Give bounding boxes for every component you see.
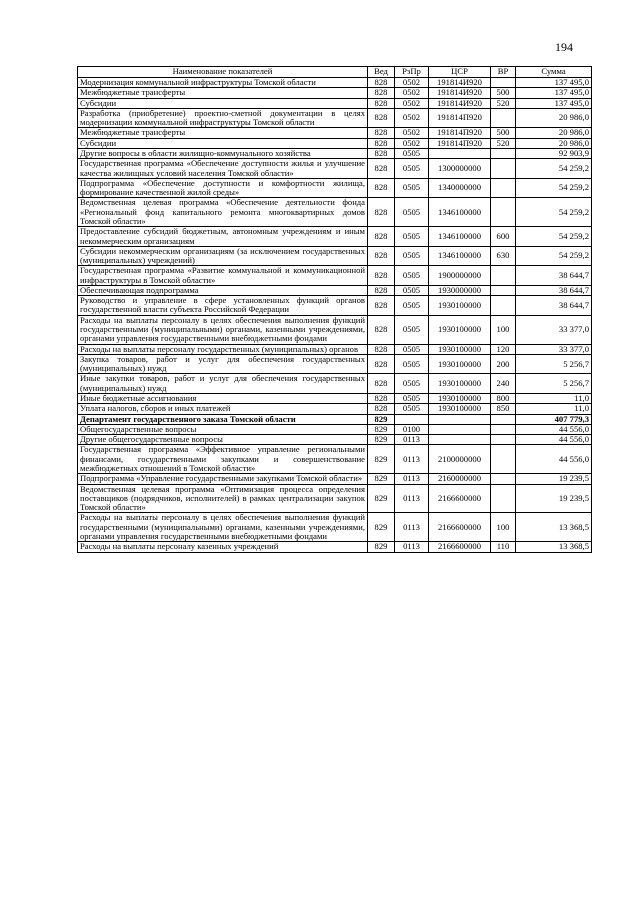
cell-csr: 1930100000 [429, 404, 491, 414]
cell-vr: 100 [491, 513, 516, 542]
table-row [78, 542, 592, 552]
cell-csr: 2100000000 [429, 445, 491, 474]
cell-ved: 828 [368, 315, 395, 344]
cell-ved: 829 [368, 474, 395, 484]
cell-sum: 44 556,0 [516, 445, 592, 474]
table-row [78, 445, 592, 474]
header-sum: Сумма [516, 67, 592, 78]
cell-ved: 828 [368, 78, 395, 88]
cell-csr: 191814П920 [429, 128, 491, 138]
cell-sum: 54 259,2 [516, 246, 592, 266]
cell-sum: 20 986,0 [516, 108, 592, 128]
cell-ved: 828 [368, 246, 395, 266]
cell-csr: 2166600000 [429, 484, 491, 513]
budget-table [77, 66, 592, 553]
cell-vr [491, 159, 516, 179]
cell-csr: 1346100000 [429, 246, 491, 266]
cell-rzpr: 0505 [395, 285, 429, 295]
cell-ved: 829 [368, 435, 395, 445]
cell-rzpr: 0505 [395, 394, 429, 404]
header-csr: ЦСР [429, 67, 491, 78]
cell-rzpr: 0113 [395, 474, 429, 484]
cell-sum: 137 495,0 [516, 88, 592, 98]
cell-sum: 20 986,0 [516, 128, 592, 138]
cell-vr: 500 [491, 88, 516, 98]
cell-vr [491, 414, 516, 424]
cell-name: Субсидии некоммерческим организациям (за исключением государственных (муниципальных) учреждений) [78, 246, 368, 266]
cell-vr [491, 178, 516, 198]
cell-vr [491, 108, 516, 128]
cell-ved: 828 [368, 148, 395, 158]
header-ved: Вед [368, 67, 395, 78]
cell-ved: 828 [368, 266, 395, 286]
cell-name: Ведомственная целевая программа «Оптимизация процесса определения поставщиков (подрядчиков, исполнителей) в рамках централизации закупок Томской области» [78, 484, 368, 513]
cell-ved: 828 [368, 285, 395, 295]
cell-name: Расходы на выплаты персоналу в целях обеспечения выполнения функций государственными (муниципальными) органами, казенными учреждениями, органами управления государственными внебюджетными фондами [78, 315, 368, 344]
cell-sum: 44 556,0 [516, 424, 592, 434]
cell-name: Руководство и управление в сфере установленных функций органов государственной власти субъекта Российской Федерации [78, 296, 368, 316]
table-row [78, 404, 592, 414]
cell-sum: 137 495,0 [516, 78, 592, 88]
cell-rzpr: 0505 [395, 246, 429, 266]
table-row [78, 266, 592, 286]
cell-vr [491, 474, 516, 484]
table-row [78, 178, 592, 198]
cell-ved: 829 [368, 424, 395, 434]
cell-name: Государственная программа «Развитие коммунальной и коммуникационной инфраструктуры в Томской области» [78, 266, 368, 286]
cell-csr: 1900000000 [429, 266, 491, 286]
table-row [78, 148, 592, 158]
table-row [78, 296, 592, 316]
cell-sum: 33 377,0 [516, 344, 592, 354]
cell-csr: 1930100000 [429, 354, 491, 374]
cell-name: Обеспечивающая подпрограмма [78, 285, 368, 295]
cell-rzpr: 0505 [395, 198, 429, 227]
cell-vr: 100 [491, 315, 516, 344]
cell-csr: 191814П920 [429, 108, 491, 128]
cell-sum: 11,0 [516, 394, 592, 404]
table-row [78, 394, 592, 404]
cell-sum: 407 779,3 [516, 414, 592, 424]
cell-rzpr: 0505 [395, 315, 429, 344]
cell-rzpr: 0505 [395, 266, 429, 286]
cell-ved: 828 [368, 128, 395, 138]
cell-csr: 1346100000 [429, 198, 491, 227]
cell-vr: 240 [491, 374, 516, 394]
cell-name: Расходы на выплаты персоналу в целях обеспечения выполнения функций государственными (муниципальными) органами, казенными учреждениями, органами управления государственными внебюджетными фондами [78, 513, 368, 542]
table-row [78, 414, 592, 424]
cell-rzpr: 0502 [395, 128, 429, 138]
cell-rzpr: 0113 [395, 445, 429, 474]
cell-csr: 191814И920 [429, 78, 491, 88]
table-row [78, 374, 592, 394]
cell-name: Подпрограмма «Управление государственными закупками Томской области» [78, 474, 368, 484]
table-body [78, 78, 592, 553]
cell-vr: 630 [491, 246, 516, 266]
cell-vr: 120 [491, 344, 516, 354]
cell-sum: 92 903,9 [516, 148, 592, 158]
table-row [78, 344, 592, 354]
header-vr: ВР [491, 67, 516, 78]
cell-csr [429, 148, 491, 158]
table-header-row [78, 67, 592, 78]
cell-ved: 828 [368, 404, 395, 414]
table-row [78, 484, 592, 513]
cell-ved: 828 [368, 344, 395, 354]
cell-ved: 828 [368, 138, 395, 148]
cell-sum: 13 368,5 [516, 542, 592, 552]
cell-csr: 1930100000 [429, 315, 491, 344]
header-rzpr: РзПр [395, 67, 429, 78]
cell-csr: 1930100000 [429, 394, 491, 404]
header-name: Наименование показателей [78, 67, 368, 78]
cell-name: Иные закупки товаров, работ и услуг для обеспечения государственных (муниципальных) нужд [78, 374, 368, 394]
cell-rzpr: 0505 [395, 404, 429, 414]
cell-name: Закупка товаров, работ и услуг для обеспечения государственных (муниципальных) нужд [78, 354, 368, 374]
cell-name: Разработка (приобретение) проектно-сметной документации в целях модернизации коммунальной инфраструктуры Томской области [78, 108, 368, 128]
cell-name: Межбюджетные трансферты [78, 88, 368, 98]
cell-name: Другие общегосударственные вопросы [78, 435, 368, 445]
cell-rzpr: 0502 [395, 98, 429, 108]
cell-rzpr: 0505 [395, 374, 429, 394]
cell-rzpr: 0505 [395, 178, 429, 198]
cell-csr: 1340000000 [429, 178, 491, 198]
cell-csr: 191814П920 [429, 138, 491, 148]
cell-vr: 200 [491, 354, 516, 374]
cell-name: Другие вопросы в области жилищно-коммунального хозяйства [78, 148, 368, 158]
cell-sum: 19 239,5 [516, 474, 592, 484]
cell-ved: 829 [368, 513, 395, 542]
cell-sum: 38 644,7 [516, 266, 592, 286]
cell-vr [491, 285, 516, 295]
table-row [78, 138, 592, 148]
table-row [78, 315, 592, 344]
cell-csr: 1930100000 [429, 296, 491, 316]
cell-rzpr: 0505 [395, 344, 429, 354]
cell-csr [429, 414, 491, 424]
cell-rzpr: 0502 [395, 108, 429, 128]
cell-csr: 191814И920 [429, 88, 491, 98]
cell-sum: 54 259,2 [516, 178, 592, 198]
cell-sum: 54 259,2 [516, 227, 592, 247]
cell-name: Ведомственная целевая программа «Обеспечение деятельности фонда «Региональный фонд капитального ремонта многоквартирных домов Томской области» [78, 198, 368, 227]
cell-vr [491, 78, 516, 88]
cell-rzpr: 0113 [395, 513, 429, 542]
cell-name: Субсидии [78, 138, 368, 148]
cell-ved: 829 [368, 484, 395, 513]
cell-vr [491, 266, 516, 286]
cell-rzpr: 0505 [395, 354, 429, 374]
cell-vr [491, 198, 516, 227]
cell-rzpr: 0502 [395, 78, 429, 88]
cell-name: Государственная программа «Обеспечение доступности жилья и улучшение качества жилищных условий населения Томской области» [78, 159, 368, 179]
cell-sum: 33 377,0 [516, 315, 592, 344]
table-row [78, 88, 592, 98]
table-row [78, 285, 592, 295]
cell-sum: 38 644,7 [516, 296, 592, 316]
cell-csr: 1930100000 [429, 374, 491, 394]
cell-vr: 110 [491, 542, 516, 552]
cell-vr [491, 445, 516, 474]
cell-rzpr: 0505 [395, 148, 429, 158]
cell-name: Иные бюджетные ассигнования [78, 394, 368, 404]
cell-ved: 828 [368, 394, 395, 404]
cell-vr: 800 [491, 394, 516, 404]
cell-rzpr: 0113 [395, 542, 429, 552]
cell-name: Модернизация коммунальной инфраструктуры Томской области [78, 78, 368, 88]
cell-ved: 829 [368, 445, 395, 474]
cell-ved: 829 [368, 542, 395, 552]
cell-rzpr: 0100 [395, 424, 429, 434]
table-row [78, 354, 592, 374]
cell-sum: 54 259,2 [516, 198, 592, 227]
cell-sum: 5 256,7 [516, 374, 592, 394]
cell-name: Межбюджетные трансферты [78, 128, 368, 138]
cell-name: Предоставление субсидий бюджетным, автономным учреждениям и иным некоммерческим организациям [78, 227, 368, 247]
cell-ved: 828 [368, 198, 395, 227]
cell-sum: 137 495,0 [516, 98, 592, 108]
cell-csr: 1300000000 [429, 159, 491, 179]
cell-csr [429, 435, 491, 445]
cell-ved: 828 [368, 354, 395, 374]
table-row [78, 435, 592, 445]
cell-csr [429, 424, 491, 434]
cell-ved: 828 [368, 108, 395, 128]
table-row [78, 108, 592, 128]
cell-csr: 2166600000 [429, 542, 491, 552]
cell-vr: 520 [491, 138, 516, 148]
table-row [78, 246, 592, 266]
cell-ved: 828 [368, 178, 395, 198]
cell-rzpr: 0502 [395, 138, 429, 148]
cell-csr: 1346100000 [429, 227, 491, 247]
cell-ved: 828 [368, 159, 395, 179]
cell-vr: 500 [491, 128, 516, 138]
cell-name: Общегосударственные вопросы [78, 424, 368, 434]
cell-sum: 5 256,7 [516, 354, 592, 374]
table-row [78, 474, 592, 484]
cell-ved: 829 [368, 414, 395, 424]
cell-rzpr: 0505 [395, 159, 429, 179]
cell-rzpr [395, 414, 429, 424]
cell-vr: 850 [491, 404, 516, 414]
cell-name: Департамент государственного заказа Томской области [78, 414, 368, 424]
cell-ved: 828 [368, 88, 395, 98]
cell-name: Расходы на выплаты персоналу государственных (муниципальных) органов [78, 344, 368, 354]
cell-ved: 828 [368, 227, 395, 247]
cell-name: Расходы на выплаты персоналу казенных учреждений [78, 542, 368, 552]
table-row [78, 227, 592, 247]
table-row [78, 98, 592, 108]
cell-vr [491, 148, 516, 158]
table-row [78, 128, 592, 138]
table-row [78, 198, 592, 227]
cell-sum: 54 259,2 [516, 159, 592, 179]
cell-sum: 13 368,5 [516, 513, 592, 542]
table-row [78, 159, 592, 179]
cell-sum: 20 986,0 [516, 138, 592, 148]
cell-name: Государственная программа «Эффективное управление региональными финансами, государственными закупками и совершенствование межбюджетных отношений в Томской области» [78, 445, 368, 474]
cell-vr [491, 435, 516, 445]
cell-ved: 828 [368, 374, 395, 394]
cell-rzpr: 0113 [395, 484, 429, 513]
page-number: 194 [555, 40, 573, 54]
table-row [78, 78, 592, 88]
cell-csr: 2166600000 [429, 513, 491, 542]
cell-rzpr: 0505 [395, 227, 429, 247]
cell-sum: 44 556,0 [516, 435, 592, 445]
cell-vr [491, 424, 516, 434]
cell-csr: 1930100000 [429, 344, 491, 354]
cell-rzpr: 0113 [395, 435, 429, 445]
cell-rzpr: 0505 [395, 296, 429, 316]
cell-sum: 19 239,5 [516, 484, 592, 513]
cell-name: Подпрограмма «Обеспечение доступности и комфортности жилища, формирование качественной жилой среды» [78, 178, 368, 198]
table-row [78, 424, 592, 434]
cell-csr: 1930000000 [429, 285, 491, 295]
table-row [78, 513, 592, 542]
cell-csr: 191814И920 [429, 98, 491, 108]
cell-vr [491, 296, 516, 316]
cell-csr: 2160000000 [429, 474, 491, 484]
cell-sum: 38 644,7 [516, 285, 592, 295]
cell-ved: 828 [368, 296, 395, 316]
cell-vr [491, 484, 516, 513]
cell-name: Субсидии [78, 98, 368, 108]
cell-ved: 828 [368, 98, 395, 108]
cell-name: Уплата налогов, сборов и иных платежей [78, 404, 368, 414]
cell-rzpr: 0502 [395, 88, 429, 98]
cell-vr: 600 [491, 227, 516, 247]
cell-sum: 11,0 [516, 404, 592, 414]
cell-vr: 520 [491, 98, 516, 108]
